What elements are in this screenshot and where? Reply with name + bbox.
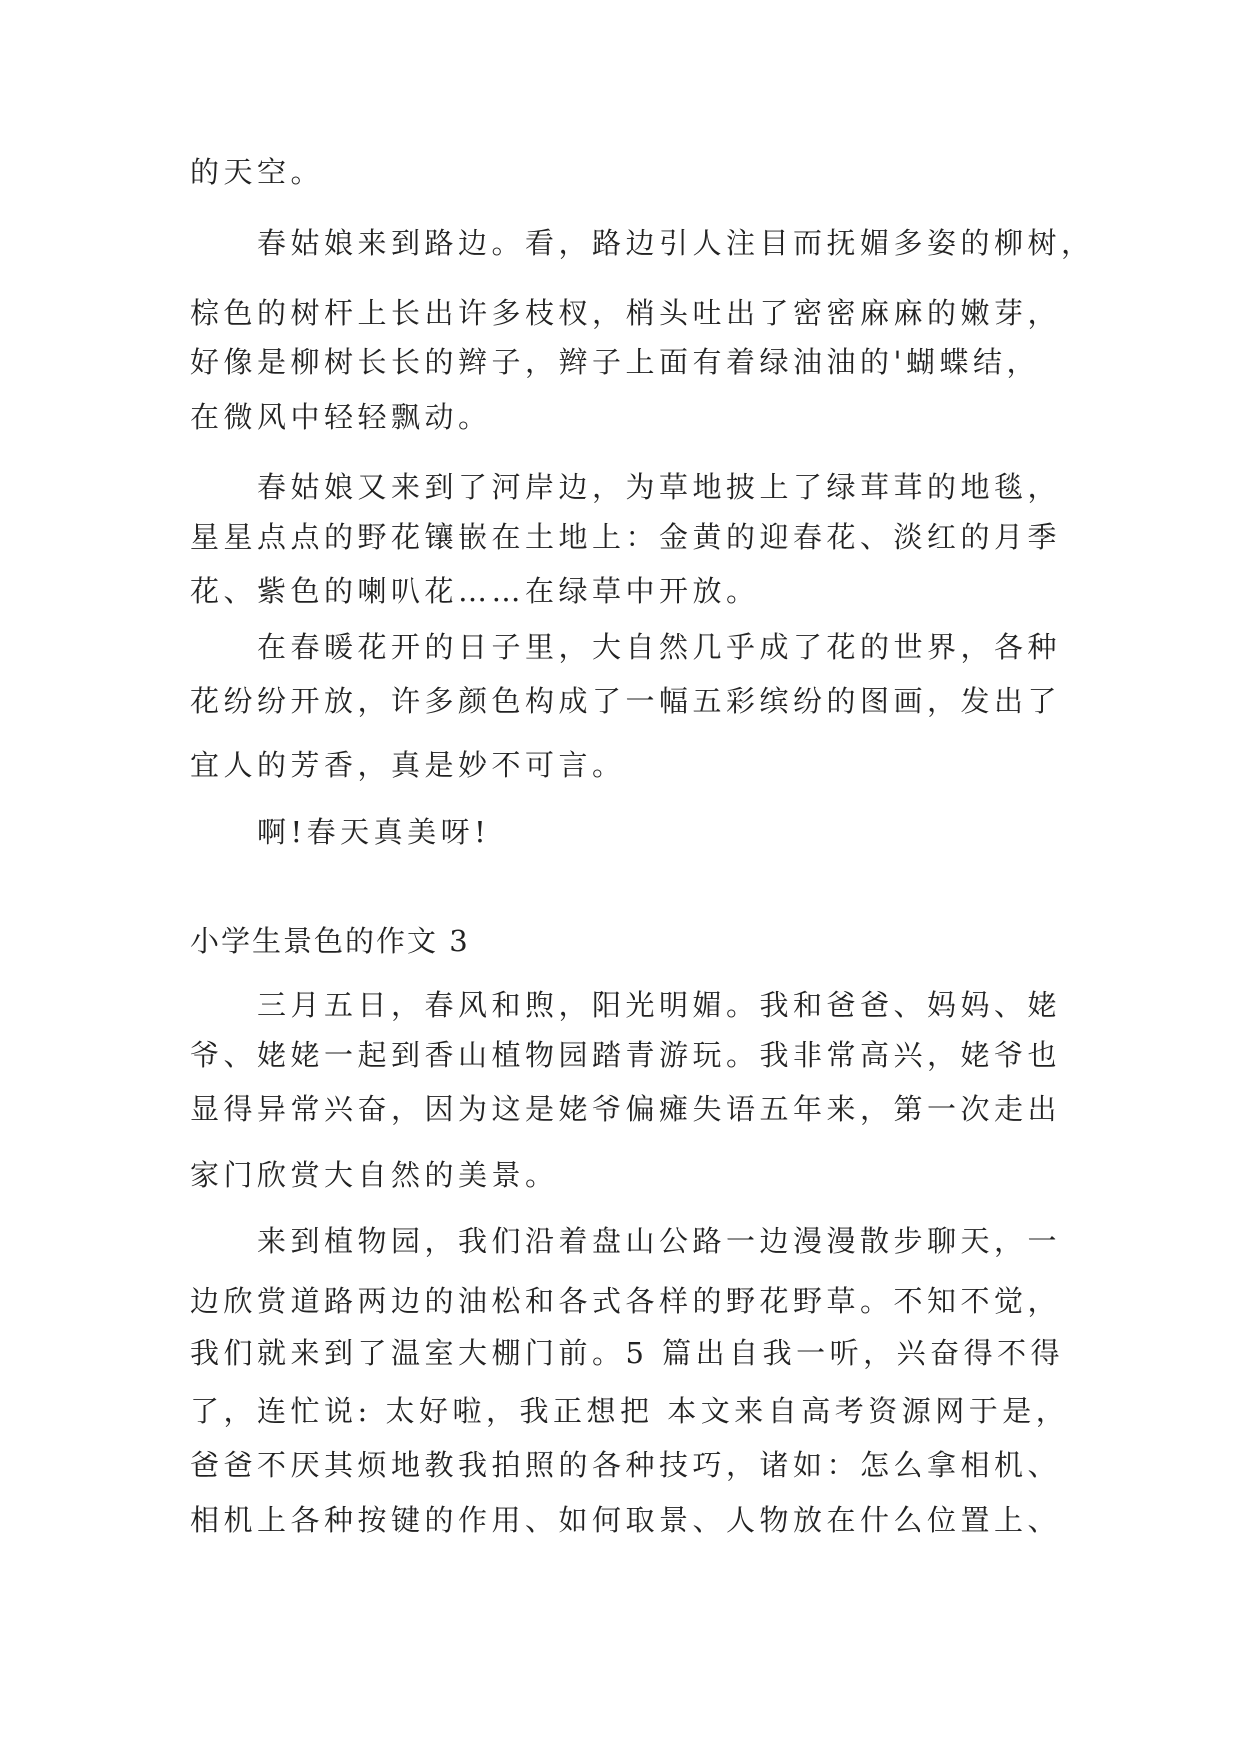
text-line: 宜人的芳香，真是妙不可言。 [190,748,626,782]
text-line: 棕色的树杆上长出许多枝杈，梢头吐出了密密麻麻的嫩芽， [190,296,1062,330]
text-line: 花纷纷开放，许多颜色构成了一幅五彩缤纷的图画，发出了 [190,684,1062,718]
text-line: 春姑娘又来到了河岸边，为草地披上了绿茸茸的地毯， [257,470,1062,504]
text-line: 在微风中轻轻飘动。 [190,400,492,434]
text-line: 我们就来到了温室大棚门前。5 篇出自我一听，兴奋得不得 [190,1336,1065,1370]
text-line: 三月五日，春风和煦，阳光明媚。我和爸爸、妈妈、姥 [257,988,1062,1022]
text-line: 边欣赏道路两边的油松和各式各样的野花野草。不知不觉， [190,1284,1062,1318]
text-line: 家门欣赏大自然的美景。 [190,1158,559,1192]
text-line: 爸爸不厌其烦地教我拍照的各种技巧，诸如：怎么拿相机、 [190,1448,1062,1482]
text-line: 好像是柳树长长的辫子，辫子上面有着绿油油的'蝴蝶结， [190,345,1040,379]
text-line: 显得异常兴奋，因为这是姥爷偏瘫失语五年来，第一次走出 [190,1092,1062,1126]
text-line: 啊!春天真美呀! [257,815,491,849]
text-line: 星星点点的野花镶嵌在土地上：金黄的迎春花、淡红的月季 [190,520,1062,554]
text-line: 春姑娘来到路边。看，路边引人注目而抚媚多姿的柳树， [257,226,1095,260]
text-line: 爷、姥姥一起到香山植物园踏青游玩。我非常高兴，姥爷也 [190,1038,1062,1072]
text-line: 相机上各种按键的作用、如何取景、人物放在什么位置上、 [190,1503,1062,1537]
text-line: 的天空。 [190,155,325,189]
text-line: 来到植物园，我们沿着盘山公路一边漫漫散步聊天，一 [257,1224,1062,1258]
section-title: 小学生景色的作文 3 [190,924,470,958]
text-line: 在春暖花开的日子里，大自然几乎成了花的世界，各种 [257,630,1062,664]
text-line: 了，连忙说: 太好啦，我正想把 本文来自高考资源网于是， [190,1394,1070,1428]
text-line: 花、紫色的喇叭花……在绿草中开放。 [190,574,760,608]
